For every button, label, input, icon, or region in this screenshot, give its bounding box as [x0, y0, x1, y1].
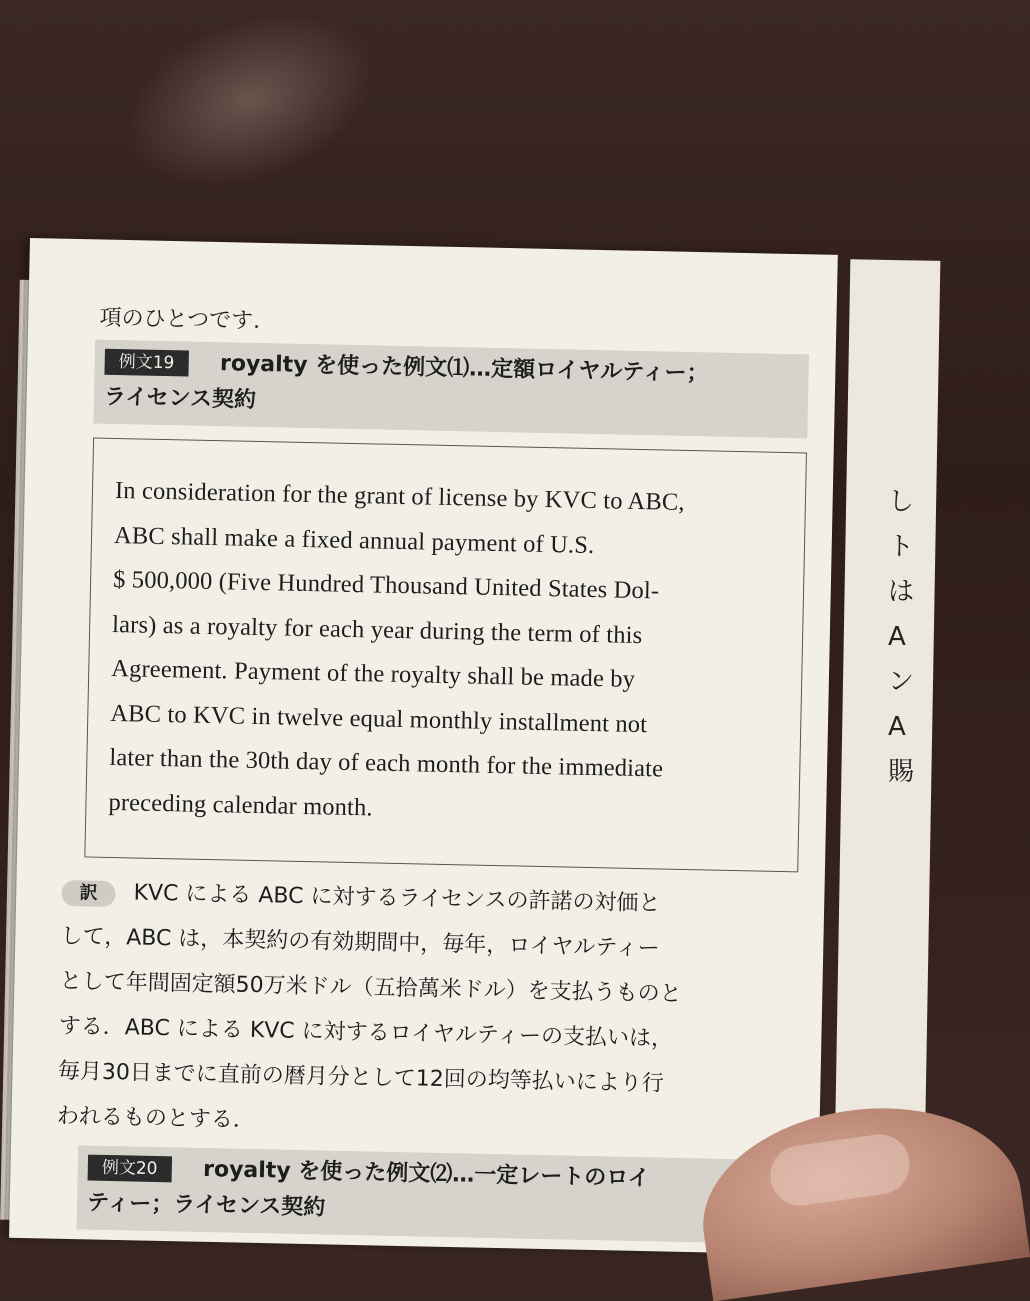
example-subtitle: ライセンス契約: [103, 384, 257, 413]
page-content: [51, 300, 810, 1244]
right-char: は: [888, 577, 915, 607]
example-line: preceding calendar month.: [108, 788, 374, 821]
example-heading-2: [77, 1145, 793, 1244]
translation-line: として年間固定額50万米ドル（五拾萬米ドル）を支払うものと: [59, 968, 682, 1007]
translation-text: KVC による ABC に対するライセンスの許諾の対価と: [133, 880, 661, 917]
example-line: lars) as a royalty for each year during the term of this: [111, 610, 643, 649]
right-char: し: [888, 487, 915, 517]
example-tag: 例文19: [104, 349, 188, 377]
example-line: In consideration for the grant of license by KVC to ABC,: [114, 476, 685, 516]
translation: [56, 869, 797, 1154]
example-title: royalty を使った例文⑴…定額ロイヤルティー；: [219, 351, 709, 387]
right-char: ト: [888, 532, 915, 562]
example-subtitle-2: ティー；ライセンス契約: [86, 1190, 326, 1221]
translation-line: して，ABC は，本契約の有効期間中，毎年，ロイヤルティー: [60, 923, 660, 962]
right-char: A: [888, 712, 906, 742]
desk-glare: [100, 0, 399, 220]
example-line: ABC to KVC in twelve equal monthly installment not: [110, 699, 648, 738]
example-line: ABC shall make a fixed annual payment of U.S.: [113, 521, 595, 559]
example-heading: [93, 340, 809, 439]
right-page-chars: [888, 480, 915, 795]
right-page: [834, 259, 941, 1220]
intro-line: 項のひとつです.: [99, 305, 261, 334]
right-char: 賜: [888, 757, 915, 787]
example-line: later than the 30th day of each month for the immediate: [109, 743, 664, 783]
translation-line: われるものとする．: [56, 1103, 256, 1134]
example-tag-2: 例文20: [88, 1155, 172, 1183]
right-char: ン: [888, 667, 915, 697]
right-char: A: [888, 622, 906, 652]
example-box: [84, 438, 807, 873]
example-line: Agreement. Payment of the royalty shall be made by: [111, 654, 636, 693]
example-line: $ 500,000 (Five Hundred Thousand United States Dol-: [112, 565, 660, 605]
translation-line: 毎月30日までに直前の暦月分として12回の均等払いにより行: [57, 1058, 664, 1097]
example-title-2: royalty を使った例文⑵…一定レートのロイ: [202, 1156, 650, 1192]
translation-tag: 訳: [61, 880, 116, 907]
translation-line: する．ABC による KVC に対するロイヤルティーの支払いは，: [58, 1013, 674, 1052]
